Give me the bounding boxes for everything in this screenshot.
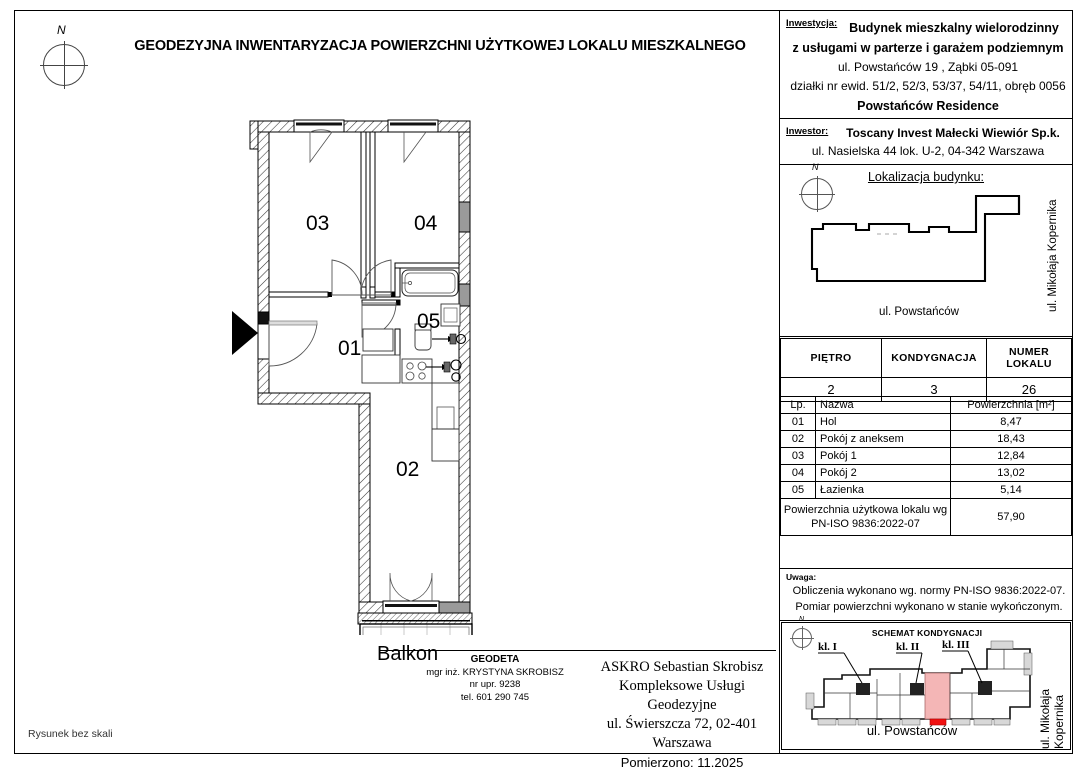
surveyor-title: GEODETA: [470, 654, 520, 665]
value-pietro: 2: [781, 378, 882, 402]
highlighted-unit: [925, 673, 950, 719]
investor-label: Inwestor:: [786, 126, 829, 137]
rule-location-top: [779, 164, 1073, 165]
room-label-05: 05: [417, 310, 441, 333]
area-table-header-row: [781, 397, 1072, 414]
room-label-01: 01: [338, 337, 362, 360]
surveyor-phone: tel. 601 290 745: [460, 691, 530, 703]
row-lp: 01: [781, 414, 816, 431]
investment-line-2: z usługami w parterze i garażem podziemnym: [792, 41, 1064, 55]
staircase-label-1: kl. I: [818, 641, 837, 653]
schematic-compass-north: N: [799, 616, 805, 623]
rule-schematic-top: [779, 620, 1073, 621]
schematic-street-right: ul. Mikołaja Kopernika: [1038, 688, 1066, 749]
location-title: Lokalizacja budynku:: [867, 170, 985, 184]
row-lp: 04: [781, 465, 816, 482]
header-lp: Lp.: [781, 397, 816, 414]
floor-plan-svg: [210, 115, 550, 635]
floor-schematic: [781, 616, 1071, 750]
page-title: GEODEZYJNA INWENTARYZACJA POWIERZCHNI UŻYTKOWEJ LOKALU MIESZKALNEGO: [134, 38, 746, 54]
table-row: [781, 414, 1072, 431]
table-header-row: [781, 339, 1072, 378]
room-label-02: 02: [396, 458, 420, 481]
total-label-line-1: Powierzchnia użytkowa lokalu wg: [783, 504, 948, 516]
investment-line-4: działki nr ewid. 51/2, 52/3, 53/37, 54/11, obręb 0056: [790, 79, 1066, 93]
location-map: [779, 162, 1073, 334]
row-area: 8,47: [951, 414, 1072, 431]
remarks-line-1: Obliczenia wykonano wg. normy PN-ISO 9836:2022-07.: [792, 585, 1066, 597]
north-compass-icon: [43, 23, 87, 88]
header-pietro: PIĘTRO: [781, 339, 882, 378]
value-kondygnacja: 3: [882, 378, 987, 402]
balcony-label: Balkon: [377, 643, 439, 665]
location-compass-north: N: [812, 162, 819, 172]
investment-line-5: Powstańców Residence: [857, 99, 999, 113]
row-name: Pokój z aneksem: [816, 431, 951, 448]
compass-north-label: N: [57, 23, 66, 37]
investor-block: [786, 124, 1070, 160]
header-numer-lokalu: NUMER LOKALU: [987, 339, 1072, 378]
investment-block: [786, 18, 1070, 116]
location-street-bottom: ul. Powstańców: [879, 306, 959, 318]
row-lp: 05: [781, 482, 816, 499]
investment-line-1: Budynek mieszkalny wielorodzinny: [849, 21, 1059, 35]
investor-line-1: Toscany Invest Małecki Wiewiór Sp.k.: [846, 126, 1060, 140]
rule-remarks-top: [779, 568, 1073, 569]
row-area: 5,14: [951, 482, 1072, 499]
location-street-right: ul. Mikołaja Kopernika: [1047, 199, 1059, 312]
row-lp: 02: [781, 431, 816, 448]
area-table: [780, 396, 1072, 536]
surveyor-name: mgr inż. KRYSTYNA SKROBISZ: [426, 666, 564, 678]
area-table-total-row: [781, 499, 1072, 536]
company-line-3: ul. Świerszcza 72, 02-401 Warszawa: [606, 716, 758, 751]
measured-date: Pomierzono: 11.2025: [620, 755, 744, 770]
company-block: [586, 658, 778, 772]
header-kondygnacja: KONDYGNACJA: [882, 339, 987, 378]
company-line-2: Kompleksowe Usługi Geodezyjne: [618, 678, 746, 713]
total-label-line-2: PN-ISO 9836:2022-07: [811, 518, 920, 530]
row-area: 13,02: [951, 465, 1072, 482]
surveyor-block: [400, 654, 590, 704]
investment-line-3: ul. Powstańców 19 , Ząbki 05-091: [837, 60, 1019, 74]
row-area: 18,43: [951, 431, 1072, 448]
row-lp: 03: [781, 448, 816, 465]
company-line-1: ASKRO Sebastian Skrobisz: [600, 659, 764, 675]
header-nazwa: Nazwa: [816, 397, 951, 414]
investment-label: Inwestycja:: [786, 18, 838, 29]
investor-line-2: ul. Nasielska 44 lok. U-2, 04-342 Warszawa: [811, 144, 1045, 158]
value-numer-lokalu: 26: [987, 378, 1072, 402]
total-value: 57,90: [951, 499, 1072, 536]
row-name: Hol: [816, 414, 951, 431]
schematic-title: SCHEMAT KONDYGNACJI: [871, 628, 983, 638]
table-row: [781, 448, 1072, 465]
row-area: 12,84: [951, 448, 1072, 465]
staircase-label-2: kl. II: [896, 641, 920, 653]
table-row: [781, 482, 1072, 499]
remarks-line-2: Pomiar powierzchni wykonano w stanie wykończonym.: [795, 600, 1063, 613]
header-powierzchnia: Powierzchnia [m²]: [951, 397, 1072, 414]
rule-investor-top: [779, 118, 1073, 119]
room-label-03: 03: [306, 212, 330, 235]
unit-info-table: [780, 338, 1072, 402]
no-scale-note: Rysunek bez skali: [28, 728, 113, 740]
row-name: Łazienka: [816, 482, 951, 499]
table-row: [781, 431, 1072, 448]
surveyor-license: nr upr. 9238: [469, 679, 521, 690]
entrance-arrow-icon: [232, 311, 258, 355]
row-name: Pokój 1: [816, 448, 951, 465]
room-label-04: 04: [414, 212, 438, 235]
total-label: [781, 499, 951, 536]
rule-info-table-top: [779, 336, 1073, 337]
remarks-label: Uwaga:: [786, 572, 817, 582]
row-name: Pokój 2: [816, 465, 951, 482]
footer-divider: [380, 650, 776, 651]
table-row: [781, 465, 1072, 482]
staircase-label-3: kl. III: [942, 639, 970, 651]
building-outline-svg: [779, 184, 1073, 312]
schematic-street-bottom: ul. Powstańców: [866, 723, 958, 738]
